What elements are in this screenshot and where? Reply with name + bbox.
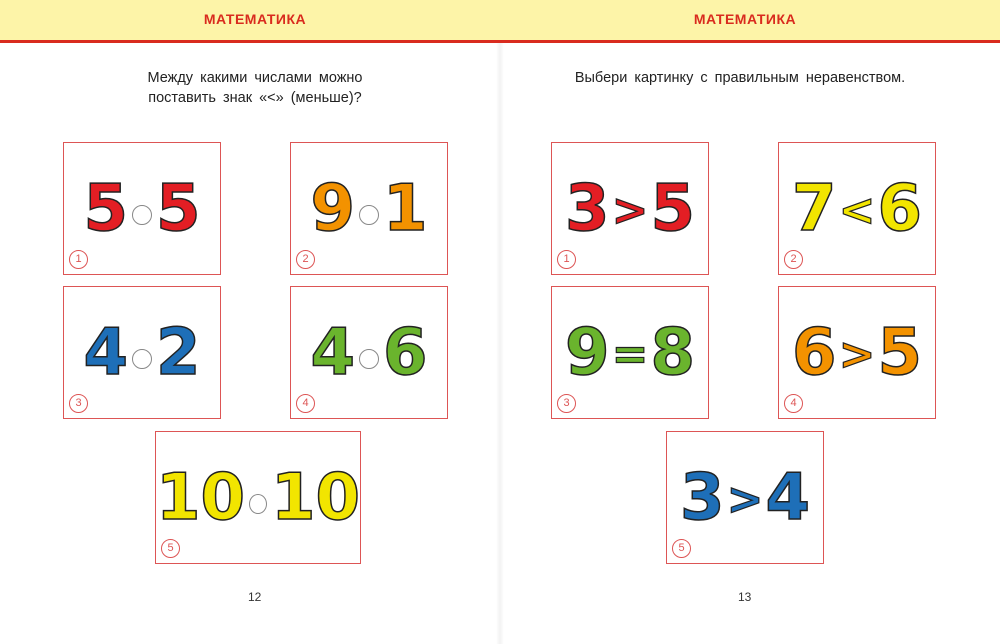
left-card-1[interactable] (63, 142, 221, 275)
left-instruction-line1: Между какими числами можно (147, 70, 363, 86)
right-card-2[interactable] (778, 142, 936, 275)
left-instruction-line2: поставить знак «<» (меньше)? (148, 90, 362, 106)
empty-circle-slot (359, 349, 379, 369)
number-b: 6 (877, 172, 922, 246)
empty-circle-slot (132, 205, 152, 225)
number-a: 5 (83, 172, 128, 246)
card-number-badge: 3 (557, 394, 576, 413)
empty-circle-slot (132, 349, 152, 369)
number-a: 4 (310, 316, 355, 390)
card-number-badge: 4 (296, 394, 315, 413)
comparison-sign: = (611, 329, 649, 380)
card-number-badge: 4 (784, 394, 803, 413)
comparison-sign: > (611, 185, 649, 236)
expression (779, 169, 935, 249)
card-number-badge: 1 (69, 250, 88, 269)
number-a: 6 (792, 316, 837, 390)
left-card-3[interactable] (63, 286, 221, 419)
expression (156, 458, 360, 538)
card-number-badge: 5 (161, 539, 180, 558)
number-b: 5 (877, 316, 922, 390)
number-b: 8 (650, 316, 695, 390)
card-number-badge: 5 (672, 539, 691, 558)
expression (64, 169, 220, 249)
expression (779, 313, 935, 393)
comparison-sign: > (838, 329, 876, 380)
right-instruction: Выбери картинку с правильным неравенством. (574, 70, 906, 86)
right-card-5[interactable] (666, 431, 824, 564)
card-number-badge: 2 (296, 250, 315, 269)
right-header-title: МАТЕМАТИКА (693, 11, 797, 27)
right-card-4[interactable] (778, 286, 936, 419)
left-instruction (110, 68, 400, 108)
number-b: 6 (383, 316, 428, 390)
expression (291, 169, 447, 249)
card-number-badge: 2 (784, 250, 803, 269)
number-a: 3 (680, 461, 725, 535)
empty-circle-slot (359, 205, 379, 225)
empty-circle-slot (249, 494, 267, 514)
number-b: 10 (270, 461, 360, 535)
number-b: 5 (650, 172, 695, 246)
number-b: 2 (156, 316, 201, 390)
number-b: 1 (383, 172, 428, 246)
right-card-1[interactable] (551, 142, 709, 275)
comparison-sign: > (726, 474, 764, 525)
expression (291, 313, 447, 393)
expression (64, 313, 220, 393)
left-page-number: 12 (248, 590, 262, 604)
right-card-3[interactable] (551, 286, 709, 419)
right-header (500, 0, 1000, 43)
number-a: 3 (565, 172, 610, 246)
expression (552, 169, 708, 249)
expression (552, 313, 708, 393)
left-card-2[interactable] (290, 142, 448, 275)
number-a: 9 (310, 172, 355, 246)
number-a: 4 (83, 316, 128, 390)
left-header-title: МАТЕМАТИКА (203, 11, 307, 27)
number-a: 10 (156, 461, 246, 535)
left-card-5[interactable] (155, 431, 361, 564)
right-page (500, 0, 1000, 644)
number-a: 7 (792, 172, 837, 246)
right-page-number: 13 (738, 590, 752, 604)
number-b: 4 (765, 461, 810, 535)
number-a: 9 (565, 316, 610, 390)
comparison-sign: < (838, 185, 876, 236)
card-number-badge: 1 (557, 250, 576, 269)
expression (667, 458, 823, 538)
left-card-4[interactable] (290, 286, 448, 419)
left-header (0, 0, 500, 43)
number-b: 5 (156, 172, 201, 246)
card-number-badge: 3 (69, 394, 88, 413)
